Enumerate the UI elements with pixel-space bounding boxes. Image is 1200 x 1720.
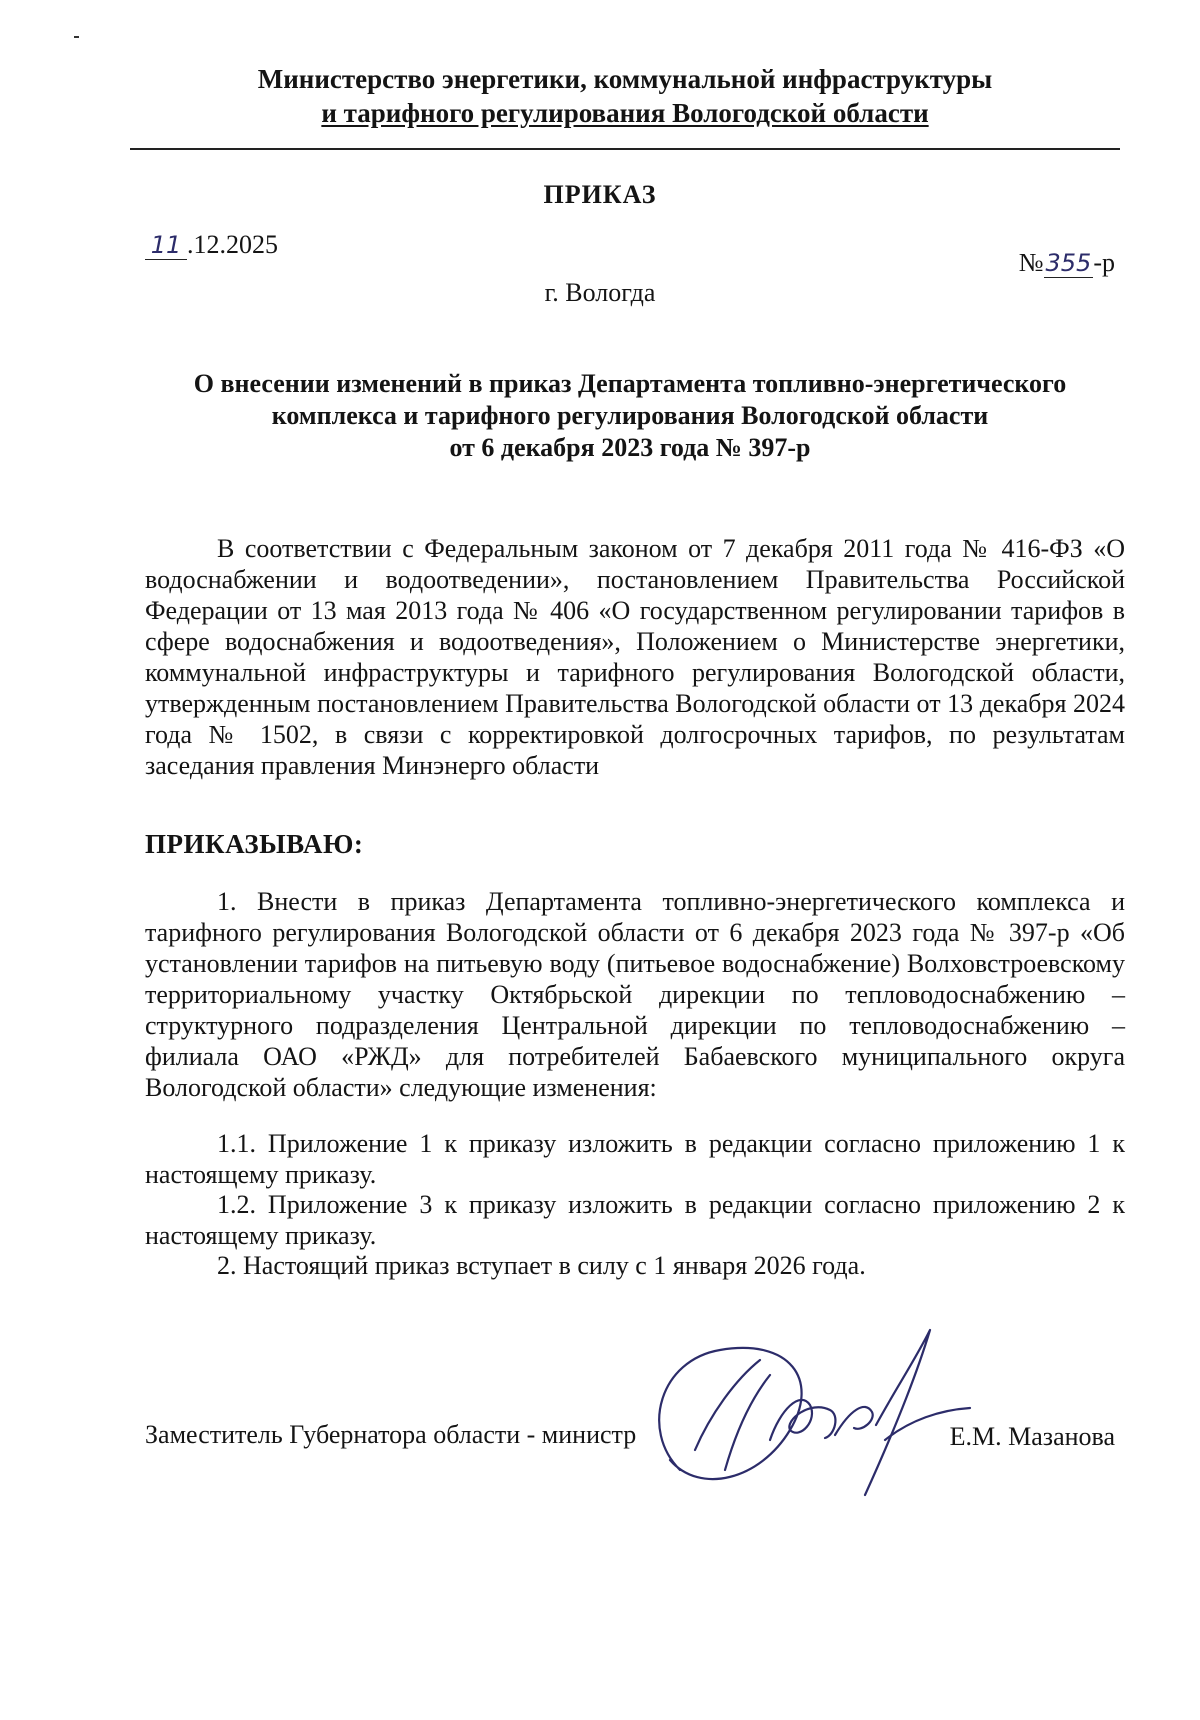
handwritten-number: 355 [1045, 249, 1092, 277]
header-rule [130, 148, 1120, 150]
ministry-name-line1: Министерство энергетики, коммунальной инфраструктуры [257, 64, 993, 94]
order-date [145, 230, 278, 260]
ministry-name-line2: и тарифного регулирования Вологодской области [321, 98, 929, 128]
item-1-1-paragraph: 1.1. Приложение 1 к приказу изложить в редакции согласно приложению 1 к настоящему приказу. [145, 1129, 1125, 1189]
item-1-2-paragraph: 1.2. Приложение 3 к приказу изложить в редакции согласно приложению 2 к настоящему приказу. [145, 1190, 1125, 1250]
order-title [145, 368, 1115, 464]
signatory-name: Е.М. Мазанова [949, 1422, 1115, 1451]
handwritten-day: 11 [145, 231, 187, 260]
signatory-position: Заместитель Губернатора области - министр [145, 1420, 637, 1449]
date-rest: .12.2025 [187, 230, 278, 259]
title-line1: О внесении изменений в приказ Департамента топливно-энергетического [193, 369, 1067, 398]
document-type: ПРИКАЗ [543, 180, 657, 209]
order-number [1019, 248, 1115, 278]
number-sign: № [1018, 248, 1044, 277]
legal-basis-paragraph: В соответствии с Федеральным законом от 7 декабря 2011 года № 416-ФЗ «О водоснабжении и водоотведении», постановлением Правительства Российской Федерации от 13 мая 2013 года № 406 «О государственном регулировании тарифов в сфере водоснабжения и водоотведения», Положением о Министерстве энергетики, коммунальной инфраструктуры и тарифного регулирования Вологодской области, утвержденным постановлением Правительства Вологодской области от 13 декабря 2024 года № 1502, в связи с корректировкой долгосрочных тарифов, по результатам заседания правления Минэнерго области [145, 534, 1125, 780]
orders-heading: ПРИКАЗЫВАЮ: [145, 829, 364, 859]
signature-block [0, 1320, 1200, 1510]
title-line3: от 6 декабря 2023 года № 397-р [449, 433, 811, 462]
item-2-paragraph: 2. Настоящий приказ вступает в силу с 1 января 2026 года. [217, 1251, 866, 1280]
item-1-paragraph: 1. Внести в приказ Департамента топливно-энергетического комплекса и тарифного регулирования Вологодской области от 6 декабря 2023 года № 397-р «Об установлении тарифов на питьевую воду (питьевое водоснабжение) Волховстроевскому территориальному участку Октябрьской дирекции по тепловодоснабжению – структурного подразделения Центральной дирекции по тепловодоснабжению – филиала ОАО «РЖД» для потребителей Бабаевского муниципального округа Вологодской области» следующие изменения: [145, 887, 1125, 1102]
handwritten-signature [640, 1320, 980, 1505]
number-suffix: -р [1093, 248, 1115, 277]
title-line2: комплекса и тарифного регулирования Вологодской области [271, 401, 989, 430]
city: г. Вологда [544, 278, 656, 307]
ministry-header [130, 62, 1120, 130]
scan-speck [74, 36, 79, 38]
